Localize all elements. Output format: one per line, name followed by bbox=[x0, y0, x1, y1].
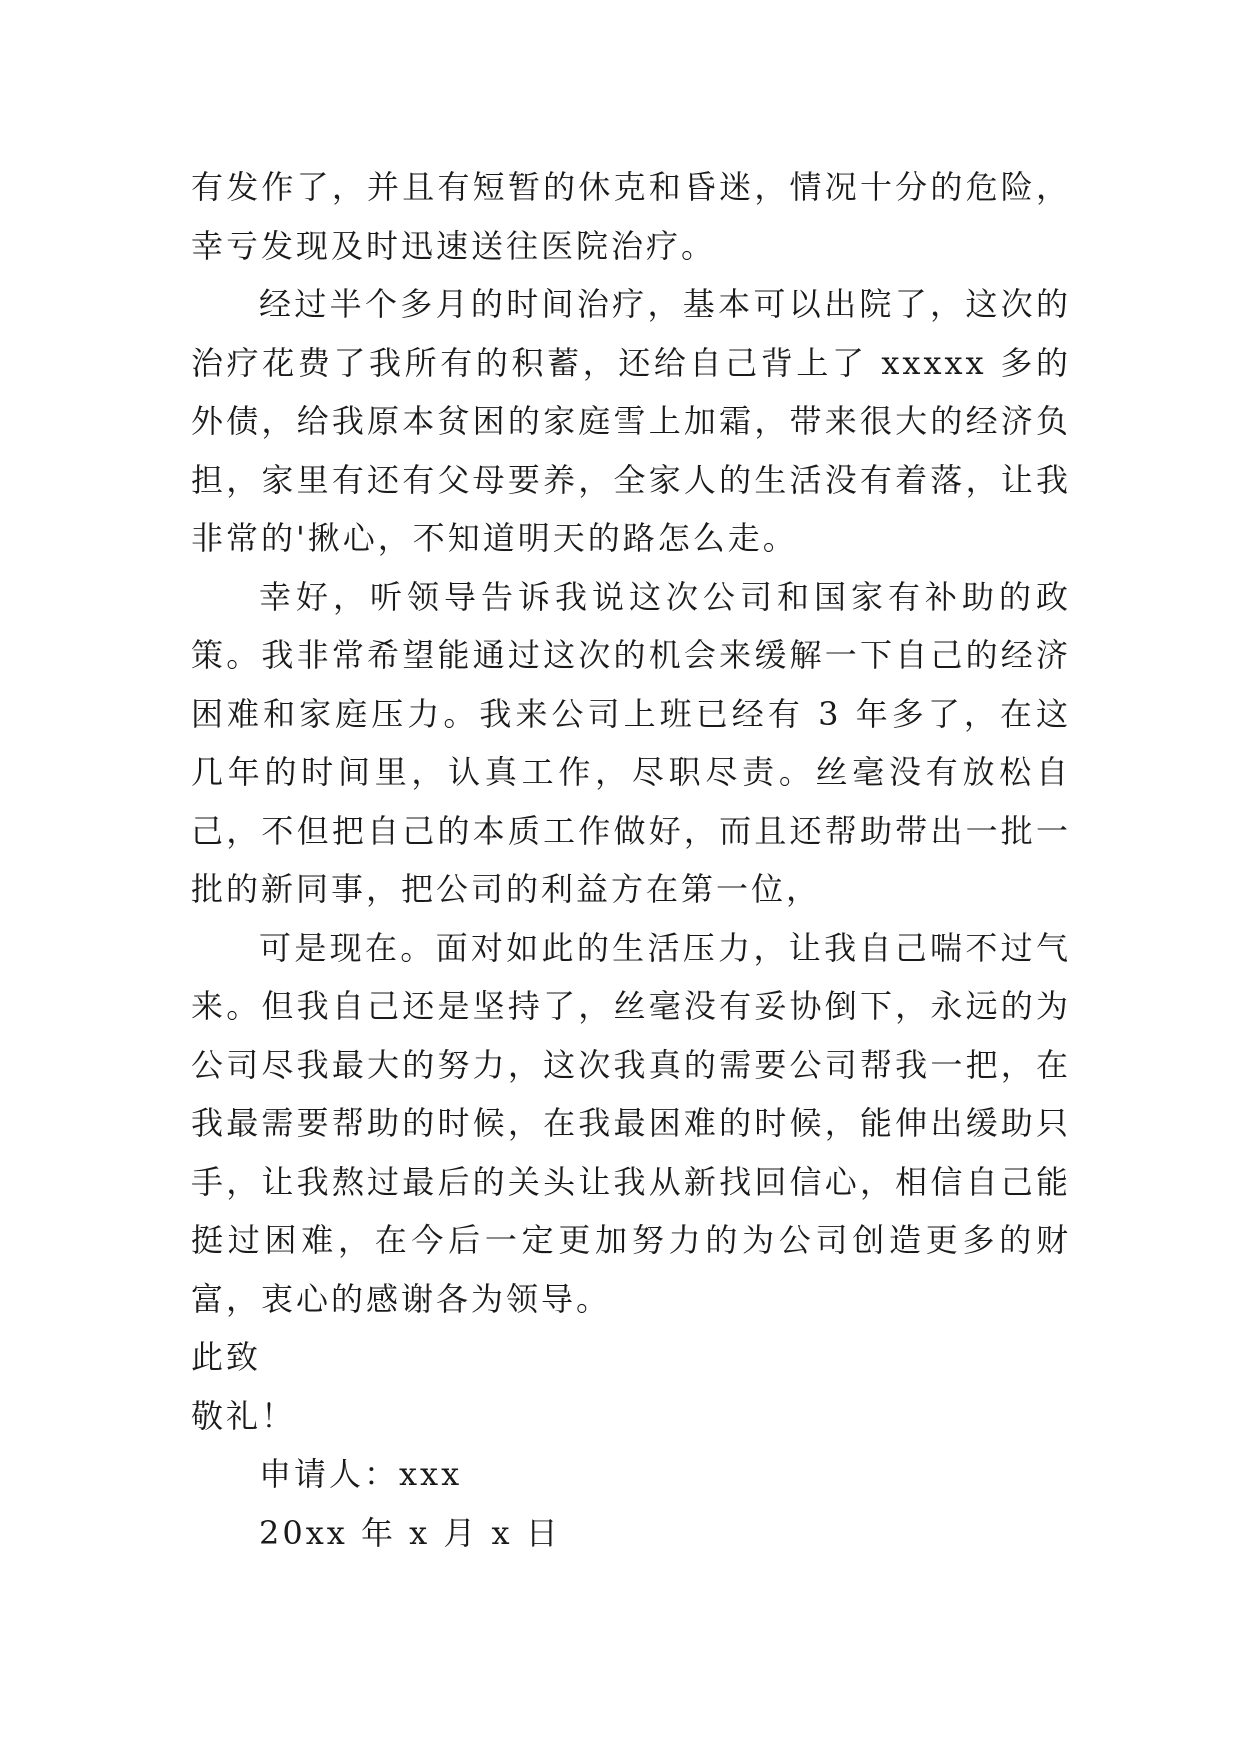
closing-regards: 敬礼！ bbox=[191, 1396, 297, 1435]
closing-salutation: 此致 bbox=[191, 1338, 262, 1376]
applicant-signature: 申请人：xxx bbox=[259, 1455, 463, 1493]
paragraph-treatment: 经过半个多月的时间治疗，基本可以出院了，这次的治疗花费了我所有的积蓄，还给自己背上了 xxxxx 多的外债，给我原本贫困的家庭雪上加霜，带来很大的经济负担，家里有还有父母要养，全家人的生活没有着落，让我非常的'揪心，不知道明天的路怎么走。 bbox=[191, 285, 1071, 557]
paragraph-subsidy: 幸好，听领导告诉我说这次公司和国家有补助的政策。我非常希望能通过这次的机会来缓解一下自己的经济困难和家庭压力。我来公司上班已经有 3 年多了，在这几年的时间里，认真工作，尽职尽责。丝毫没有放松自己，不但把自己的本质工作做好，而且还帮助带出一批一批的新同事，把公司的利益方在第一位， bbox=[191, 577, 1071, 908]
signature-date: 20xx 年 x 月 x 日 bbox=[259, 1513, 561, 1552]
paragraph-request: 可是现在。面对如此的生活压力，让我自己喘不过气来。但我自己还是坚持了，丝毫没有妥协倒下，永远的为公司尽我最大的努力，这次我真的需要公司帮我一把，在我最需要帮助的时候，在我最困难的时候，能伸出缓助只手，让我熬过最后的关头让我从新找回信心，相信自己能挺过困难，在今后一定更加努力的为公司创造更多的财富，衷心的感谢各为领导。 bbox=[191, 928, 1071, 1318]
paragraph-continuation: 有发作了，并且有短暂的休克和昏迷，情况十分的危险，幸亏发现及时迅速送往医院治疗。 bbox=[191, 168, 1071, 265]
letter-body bbox=[191, 158, 1071, 1562]
